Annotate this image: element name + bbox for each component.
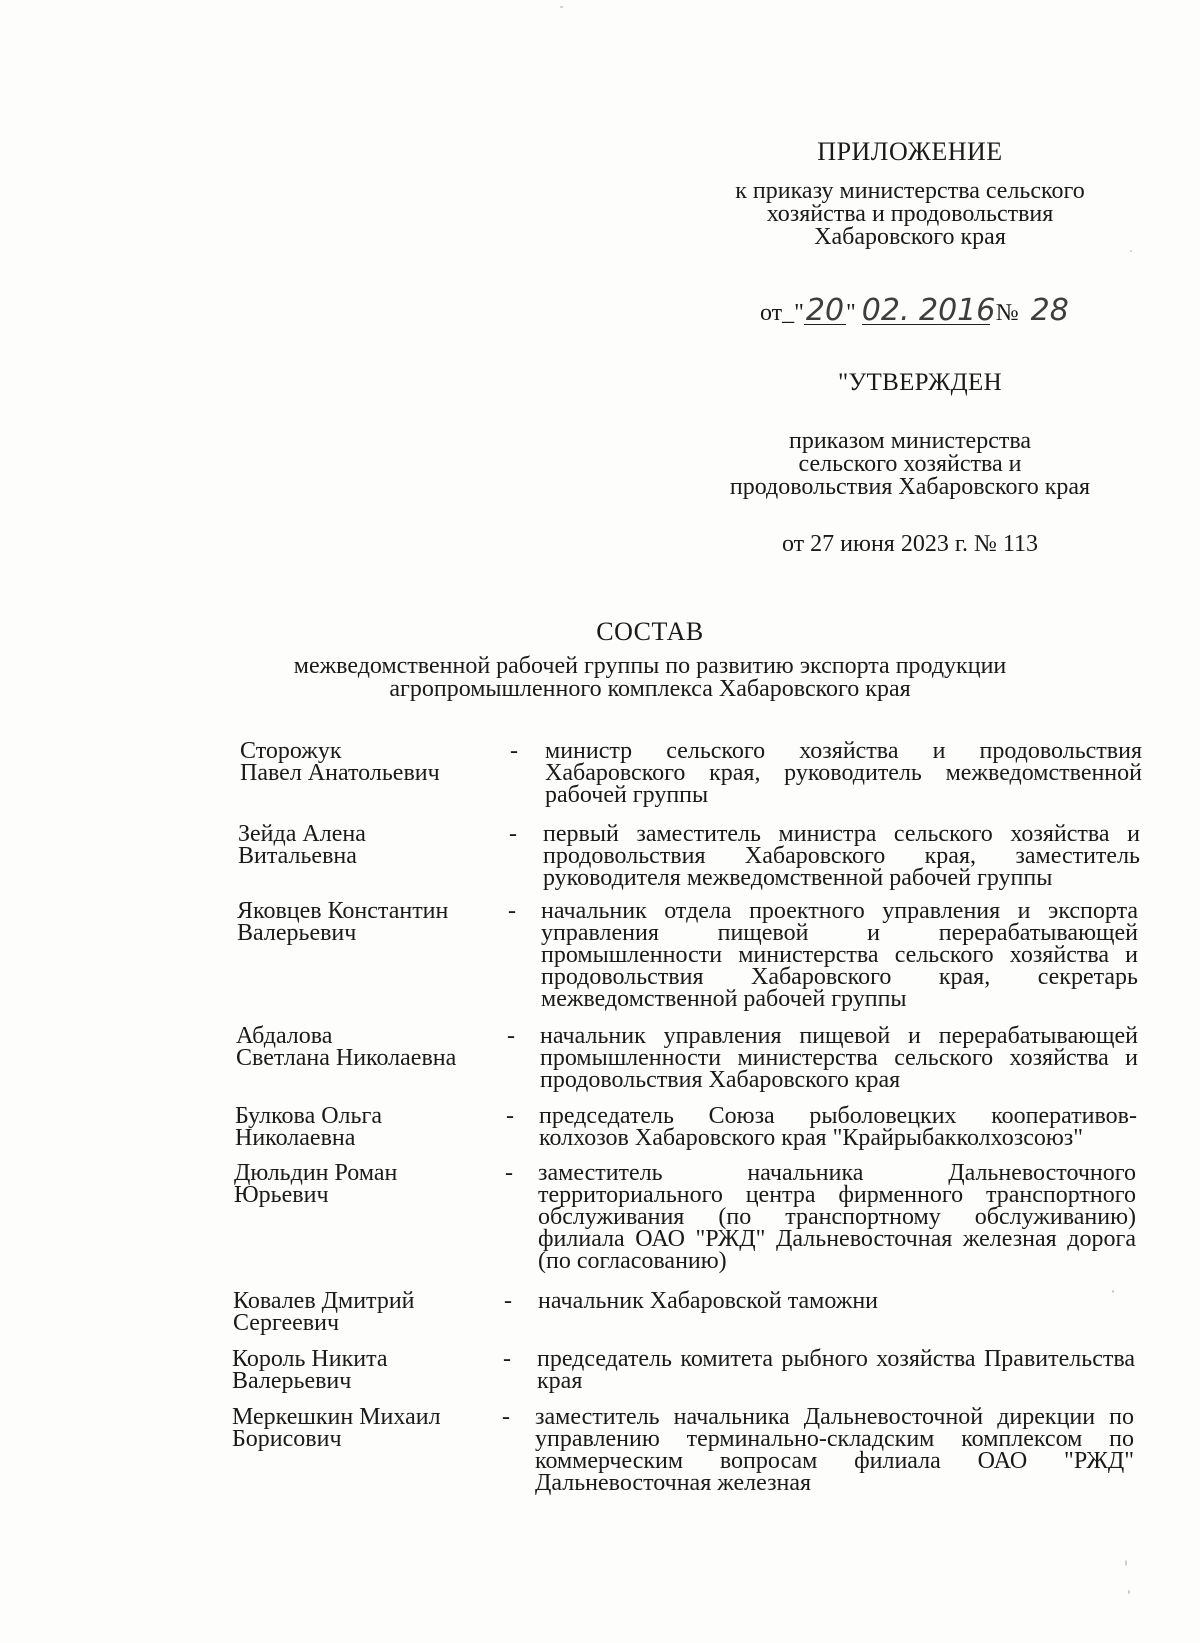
scan-speck <box>1128 1590 1130 1594</box>
member-role: начальник управления пищевой и перерабатывающей промышленности министерства сельского хозяйства и продовольствия Хабаровского края <box>540 1023 1138 1093</box>
member-dash: - <box>507 1023 515 1049</box>
order-number-handwritten: 28 <box>1030 293 1069 328</box>
approval-date: от 27 июня 2023 г. № 113 <box>782 531 1038 557</box>
appendix-ref-line: Хабаровского края <box>814 224 1006 250</box>
member-name: Король Никита Валерьевич <box>232 1346 388 1394</box>
document-subtitle <box>200 655 1100 701</box>
appendix-reference <box>680 180 1140 249</box>
member-dash: - <box>506 1103 514 1129</box>
order-date-handwritten: 02. 2016 <box>861 293 996 328</box>
member-name: Ковалев Дмитрий Сергеевич <box>233 1288 415 1336</box>
scan-speck <box>1125 1560 1127 1566</box>
member-name: Дюльдин Роман Юрьевич <box>234 1160 398 1208</box>
member-name: Меркешкин Михаил Борисович <box>232 1404 441 1452</box>
document-title: СОСТАВ <box>596 617 704 646</box>
member-name: Яковцев Константин Валерьевич <box>237 898 449 946</box>
order-day-handwritten: 20 <box>805 293 845 328</box>
appendix-title: ПРИЛОЖЕНИЕ <box>817 137 1003 166</box>
appendix-ref-line: к приказу министерства сельского <box>735 178 1085 204</box>
member-dash: - <box>509 821 517 847</box>
member-dash: - <box>505 1160 513 1186</box>
member-role: председатель Союза рыболовецких кооперативов-колхозов Хабаровского края "Крайрыбакколхозсоюз" <box>539 1103 1137 1151</box>
member-role: заместитель начальника Дальневосточной дирекции по управлению терминально-складским комплексом по коммерческим вопросам филиала ОАО "РЖД" Дальневосточная железная <box>535 1404 1134 1496</box>
order-number-label: № <box>995 300 1019 326</box>
member-role: начальник Хабаровской таможни <box>538 1288 879 1314</box>
approval-title: "УТВЕРЖДЕН <box>838 369 1002 396</box>
approval-by-line: продовольствия Хабаровского края <box>729 474 1091 500</box>
order-prefix: от_" <box>760 300 804 326</box>
member-name: Зейда Алена Витальевна <box>238 821 366 869</box>
approval-by-line: сельского хозяйства и <box>798 451 1022 477</box>
order-date-number-line <box>760 293 1160 328</box>
member-name: Булкова Ольга Николаевна <box>235 1103 382 1151</box>
scan-speck <box>1130 250 1132 252</box>
member-role: начальник отдела проектного управления и экспорта управления пищевой и перерабатывающей промышленности министерства сельского хозяйства и продовольствия Хабаровского края, секретарь межведомственной рабочей группы <box>541 898 1138 1012</box>
member-dash: - <box>503 1346 511 1372</box>
member-dash: - <box>510 738 518 764</box>
member-dash: - <box>508 898 516 924</box>
member-role: министр сельского хозяйства и продовольствия Хабаровского края, руководитель межведомственной рабочей группы <box>545 738 1142 808</box>
member-name: Сторожук Павел Анатольевич <box>240 738 440 786</box>
approval-by <box>680 430 1140 499</box>
scan-speck <box>560 6 563 8</box>
scan-speck <box>1112 1290 1114 1293</box>
appendix-ref-line: хозяйства и продовольствия <box>766 201 1054 227</box>
member-name: Абдалова Светлана Николаевна <box>236 1023 457 1071</box>
member-dash: - <box>504 1288 512 1314</box>
member-dash: - <box>502 1404 510 1430</box>
document-subtitle-line: агропромышленного комплекса Хабаровского края <box>389 676 911 702</box>
approval-by-line: приказом министерства <box>788 428 1032 454</box>
order-quote-close: " <box>845 300 856 326</box>
document-subtitle-line: межведомственной рабочей группы по развитию экспорта продукции <box>293 653 1007 679</box>
member-role: первый заместитель министра сельского хозяйства и продовольствия Хабаровского края, заместитель руководителя межведомственной рабочей группы <box>543 821 1140 891</box>
member-role: председатель комитета рыбного хозяйства Правительства края <box>537 1346 1135 1394</box>
member-role: заместитель начальника Дальневосточного территориального центра фирменного транспортного обслуживания (по транспортному обслуживанию) филиала ОАО "РЖД" Дальневосточная железная дорога (по согласованию) <box>538 1160 1136 1274</box>
